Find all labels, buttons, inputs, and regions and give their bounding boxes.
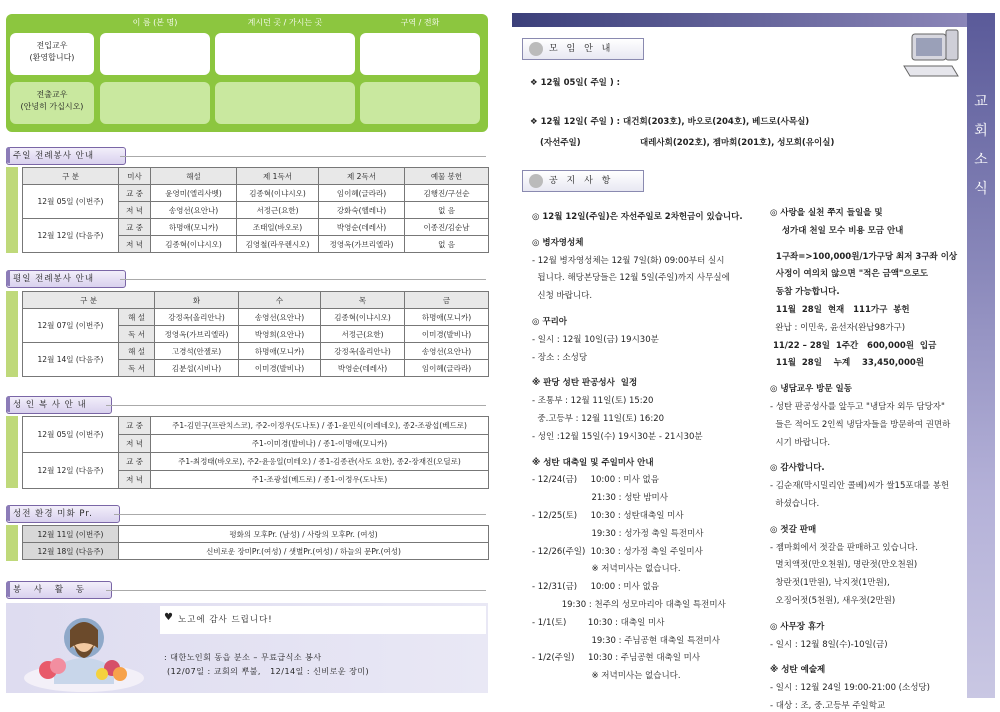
table-cell: 박영순(데레사) (321, 360, 405, 377)
table-cell: 임이혜(글라라) (405, 360, 489, 377)
notice-line: - 조통부 : 12월 11일(토) 15:20 (532, 396, 654, 407)
notice-line: ◎ 감사합니다. (770, 463, 825, 474)
sunday-date: 12월 05일 (이번주) (23, 185, 119, 219)
transfer-out-label: 전출교우 (안녕히 가십시오) (20, 90, 84, 111)
weekday-date: 12월 14일 (다음주) (23, 343, 119, 377)
table-cell: 강정옥(올리안나) (321, 343, 405, 360)
notice-line: 하셨습니다. (770, 499, 820, 509)
notice-header (522, 170, 644, 192)
side-title (967, 88, 995, 204)
computer-illustration (900, 28, 962, 80)
notice-line: - 1/1(토) 10:30 : 대축일 미사 (532, 617, 665, 628)
service-line-1: : 대한노인회 동읍 분소 – 무료급식소 봉사 (164, 653, 322, 662)
right-top-bar (512, 13, 967, 27)
notice-icon (529, 174, 543, 188)
table-cell: 정영옥(가브리엘라) (319, 236, 405, 253)
form-header-name: 이 름 (본 명) (132, 18, 178, 27)
weekday-header-fri: 금 (405, 292, 489, 309)
notice-line: ◎ 12월 12일(주일)은 자선주일로 2차헌금이 있습니다. (532, 212, 743, 222)
table-cell: 이종진/김순남 (405, 219, 489, 236)
notice-line: - 12월 병자영성체는 12월 7일(화) 09:00부터 실시 (532, 255, 725, 266)
notice-line: 들은 적어도 2인씩 냉담자들을 방문하여 권면하 (770, 419, 951, 430)
notice-line: - 12/24(금) 10:00 : 미사 없음 (532, 475, 659, 486)
notice-line: ◎ 꾸리아 (532, 317, 568, 327)
notice-line: ◎ 사무장 휴가 (770, 621, 825, 632)
weekday-header-tue: 화 (155, 292, 239, 309)
heart-icon: ♥ (164, 612, 173, 623)
server-mass: 교 중 (119, 417, 151, 435)
people-icon (529, 42, 543, 56)
table-cell: 송영선(요안나) (405, 343, 489, 360)
table-cell: 정영옥(가브리엘라) (155, 326, 239, 343)
notice-line: - 장소 : 소성당 (532, 352, 588, 363)
table-cell: 하명애(모니카) (239, 343, 321, 360)
notice-line: 됩니다. 해당본당들은 12월 5일(주일)까지 사무실에 (532, 273, 730, 284)
service-line-2: (12/07일 : 교회의 뿌불, 12/14일 : 신비로운 장미) (164, 667, 370, 676)
sunday-mass: 교 중 (119, 219, 151, 236)
table-cell: 임이혜(글라라) (319, 185, 405, 202)
table-cell: 강정옥(올리안나) (155, 309, 239, 326)
notice-line: 21:30 : 성탄 밤미사 (532, 493, 668, 504)
table-cell: 이미경(발비나) (405, 326, 489, 343)
notice-line: 시기 바랍니다. (770, 437, 831, 448)
sunday-header-offering: 예물 봉헌 (405, 168, 489, 185)
table-cell: 서정근(요한) (321, 326, 405, 343)
notice-line: 11월 28일 누계 33,450,000원 (770, 358, 924, 369)
table-cell: 주1-김민구(프란치스코), 주2-이정우(도나토) / 종1-윤민식(이레네오), 종2-조광섭(베드로) (151, 417, 489, 435)
table-cell: 서정근(요한) (237, 202, 319, 219)
server-mass: 저 녁 (119, 435, 151, 453)
transfer-in-contact-field[interactable] (360, 33, 480, 75)
side-title-char: 회 (974, 123, 988, 139)
sunday-header-reading1: 제 1독서 (237, 168, 319, 185)
table-cell: 고경석(안젤로) (155, 343, 239, 360)
meeting-line-1: ❖ 12월 05일( 주일 ) : (530, 78, 621, 88)
table-cell: 주1-이미경(발비나) / 종1-이명애(모니카) (151, 435, 489, 453)
notice-line: 11월 28일 현재 111가구 봉헌 (770, 305, 910, 315)
table-cell: 주1-조광섭(베드로) / 종1-이정우(도나토) (151, 471, 489, 489)
notice-line: ◎ 사랑을 실천 쭈지 들일을 및 (770, 208, 883, 218)
weekday-role: 독 서 (119, 326, 155, 343)
weekday-header-division: 구 분 (23, 292, 155, 309)
side-title-char: 교 (974, 94, 988, 110)
sunday-section-title: 주일 전례봉사 안내 (6, 147, 126, 165)
table-cell: 조태일(바오로) (237, 219, 319, 236)
weekday-role: 독 서 (119, 360, 155, 377)
table-cell: 이미경(발비나) (239, 360, 321, 377)
transfer-in-name-field[interactable] (100, 33, 210, 75)
notice-line: - 1/2(주일) 10:30 : 주님공현 대축일 미사 (532, 653, 701, 664)
weekday-header-thu: 목 (321, 292, 405, 309)
server-mass: 저 녁 (119, 471, 151, 489)
table-cell: 김종혁(이냐시오) (151, 236, 237, 253)
sunday-mass: 교 중 (119, 185, 151, 202)
server-section-title: 성 인 복 사 안 내 (6, 396, 112, 414)
server-mass: 교 중 (119, 453, 151, 471)
table-cell: 없 음 (405, 236, 489, 253)
sunday-header-mass: 미사 (119, 168, 151, 185)
sunday-header-division: 구 분 (23, 168, 119, 185)
notice-line: 창란젓(1만원), 낙지젓(1만원), (770, 578, 890, 589)
table-cell: 김행진/구선순 (405, 185, 489, 202)
sunday-header-reading2: 제 2독서 (319, 168, 405, 185)
notice-line: - 12/25(토) 10:30 : 성탄대축일 미사 (532, 511, 684, 521)
sunday-mass: 저 녁 (119, 202, 151, 219)
table-cell: 평화의 모후Pr. (남성) / 사랑의 모후Pr. (여성) (119, 526, 489, 543)
sunday-header-commentary: 해설 (151, 168, 237, 185)
table-cell: 박영순(데레사) (319, 219, 405, 236)
service-section-title: 봉 사 활 동 (6, 581, 112, 599)
meeting-line-4: 대레사회(202호), 젬마회(201호), 성모회(유이실) (640, 138, 835, 148)
side-title-char: 소 (974, 152, 988, 168)
table-cell: 김종혁(이냐시오) (321, 309, 405, 326)
notice-line: - 대상 : 조, 중.고등부 주일학교 (770, 701, 886, 711)
transfer-in-label: 전입교우 (환영합니다) (29, 41, 75, 62)
notice-line: - 일시 : 12월 24일 19:00-21:00 (소성당) (770, 683, 930, 694)
notice-line: ※ 저녁미사는 없습니다. (532, 671, 681, 682)
table-cell: 송영선(요안나) (151, 202, 237, 219)
notice-line: 사정이 여의치 않으면 "적은 금액"으로도 (770, 269, 928, 280)
env-date: 12월 18일 (다음주) (23, 543, 119, 560)
notice-line: 1구좌=>100,000원/1가구당 최저 3구좌 이상 (770, 251, 958, 262)
notice-line: - 일시 : 12월 8일(수)-10일(금) (770, 639, 888, 650)
weekday-section-title: 평일 전례봉사 안내 (6, 270, 126, 288)
notice-line: ◎ 젓갈 판매 (770, 524, 817, 535)
notice-line: ※ 저녁미사는 없습니다. (532, 564, 681, 575)
sunday-date: 12월 12일 (다음주) (23, 219, 119, 253)
notice-line: - 젬마회에서 젓갈을 판매하고 있습니다. (770, 542, 918, 553)
table-cell: 김영철(라우렌시오) (237, 236, 319, 253)
weekday-header-wed: 수 (239, 292, 321, 309)
jesus-illustration (14, 608, 144, 692)
service-thanks: 노고에 감사 드립니다! (178, 615, 273, 625)
env-section-title: 성전 환경 미화 Pr. (6, 505, 120, 523)
notice-line: 오징어젓(5천원), 새우젓(2만원) (770, 596, 896, 606)
side-title-char: 식 (974, 181, 988, 197)
table-cell: 강화숙(헬레나) (319, 202, 405, 219)
weekday-table (22, 291, 489, 377)
notice-line: 멸치액젓(만오천원), 명란젓(만오천원) (770, 560, 918, 571)
weekday-date: 12월 07일 (이번주) (23, 309, 119, 343)
table-cell: 송영선(요안나) (239, 309, 321, 326)
notice-line: ※ 판당 성탄 판공성사 일정 (532, 378, 638, 389)
table-cell: 주1-최정태(바오로), 주2-윤응일(미테오) / 종1-김종관(사도 요한), 종2-장재진(오딜로) (151, 453, 489, 471)
notice-line: ※ 성탄 대축일 및 주일미사 안내 (532, 457, 654, 468)
weekday-role: 해 설 (119, 309, 155, 326)
notice-line: 신청 바랍니다. (532, 291, 593, 302)
server-table (22, 416, 489, 489)
table-cell: 하명애(모니카) (405, 309, 489, 326)
notice-line: 동참 가능합니다. (770, 287, 840, 298)
notice-line: ※ 성탄 예술제 (770, 665, 826, 676)
notice-line: 19:30 : 주님공현 대축일 특전미사 (532, 635, 720, 646)
notice-line: - 12/31(금) 10:00 : 미사 없음 (532, 582, 659, 593)
meeting-title: 모 임 안 내 (549, 44, 614, 54)
form-header-place: 계시던 곳 / 가시는 곳 (247, 18, 323, 27)
env-table (22, 525, 489, 560)
sunday-table (22, 167, 489, 253)
form-header-contact: 구역 / 전화 (400, 18, 440, 27)
notice-line: 완납 : 이민욱, 윤선자(완납98가구) (770, 322, 906, 333)
server-date: 12월 12일 (다음주) (23, 453, 119, 489)
table-cell: 없 음 (405, 202, 489, 219)
table-cell: 신비로운 장미Pr.(여성) / 샛별Pr.(여성) / 하늘의 문Pr.(여성) (119, 543, 489, 560)
server-date: 12월 05일 (이번주) (23, 417, 119, 453)
transfer-out-contact-field[interactable] (360, 82, 480, 124)
notice-line: - 일시 : 12월 10일(금) 19시30분 (532, 334, 659, 345)
transfer-in-place-field[interactable] (215, 33, 355, 75)
notice-title: 공 지 사 항 (549, 176, 614, 186)
table-cell: 하명애(모니카) (151, 219, 237, 236)
meeting-line-2: ❖ 12월 12일( 주일 ) : 대건회(203호), 바오로(204호), 베드로(사목실) (530, 117, 810, 127)
notice-line: - 성탄 판공성사를 앞두고 "냉담자 외두 담당자" (770, 402, 945, 412)
notice-line: 11/22 – 28일 1주간 600,000원 입금 (770, 340, 937, 351)
notice-line: 19:30 : 성가정 축일 특전미사 (532, 528, 704, 539)
notice-line: ◎ 병자영성체 (532, 237, 584, 248)
meeting-line-3: (자선주일) (540, 138, 581, 148)
notice-line: 성가대 천일 모수 비용 모금 안내 (770, 225, 904, 236)
notice-line: 19:30 : 천주의 성모마리아 대축일 특전미사 (532, 600, 726, 610)
notice-line: - 김순재(막시밀리안 콜베)씨가 쌀15포대를 봉헌 (770, 481, 950, 492)
sunday-mass: 저 녁 (119, 236, 151, 253)
env-date: 12월 11일 (이번주) (23, 526, 119, 543)
notice-line: - 성인 :12월 15일(수) 19시30분 - 21시30분 (532, 431, 703, 442)
table-cell: 김분섭(시비나) (155, 360, 239, 377)
notice-line: 중.고등부 : 12월 11일(토) 16:20 (532, 414, 665, 424)
notice-line: - 12/26(주일) 10:30 : 성가정 축일 주일미사 (532, 546, 703, 557)
weekday-role: 해 설 (119, 343, 155, 360)
table-cell: 김종혁(이냐시오) (237, 185, 319, 202)
meeting-header (522, 38, 644, 60)
notice-line: ◎ 냉담교우 방문 일동 (770, 384, 852, 395)
transfer-out-name-field[interactable] (100, 82, 210, 124)
table-cell: 박영희(요안나) (239, 326, 321, 343)
transfer-out-place-field[interactable] (215, 82, 355, 124)
table-cell: 윤영미(엘리사벳) (151, 185, 237, 202)
